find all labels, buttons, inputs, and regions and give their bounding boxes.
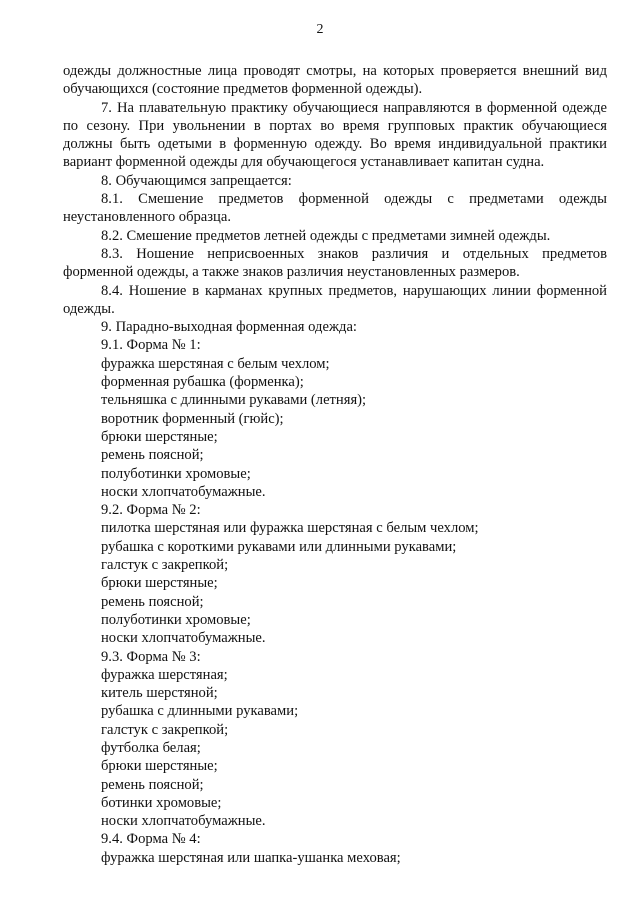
list-item: фуражка шерстяная; xyxy=(101,666,228,683)
list-item: тельняшка с длинными рукавами (летняя); xyxy=(101,392,367,409)
list-item: рубашка с длинными рукавами; xyxy=(101,703,299,720)
list-item: брюки шерстяные; xyxy=(101,428,218,445)
list-item: 9.4. Форма № 4: xyxy=(101,831,201,848)
document-body xyxy=(63,62,607,867)
list-item: полуботинки хромовые; xyxy=(101,465,251,482)
paragraph: 8.3. Ношение неприсвоенных знаков различия и отдельных предметов форменной одежды, а также знаков различия неустановленных размеров. xyxy=(63,245,607,281)
paragraph: 7. На плавательную практику обучающиеся направляются в форменной одежде по сезону. При увольнении в портах во время групповых практик обучающиеся должны быть одетыми в форменную одежду. Во время индивидуальной практики вариант форменной одежды для обучающегося устанавливает капитан судна. xyxy=(63,99,607,171)
list-item: китель шерстяной; xyxy=(101,685,218,702)
paragraph: одежды должностные лица проводят смотры, на которых проверяется внешний вид обучающихся (состояние предметов форменной одежды). xyxy=(63,63,607,98)
list-item: полуботинки хромовые; xyxy=(101,611,251,628)
list-item: рубашка с короткими рукавами или длинными рукавами; xyxy=(101,538,457,555)
list-item: брюки шерстяные; xyxy=(101,575,218,592)
list-item: ремень поясной; xyxy=(101,447,204,464)
list-item: 9. Парадно-выходная форменная одежда: xyxy=(101,319,357,336)
list-item: 9.2. Форма № 2: xyxy=(101,502,201,519)
paragraph: 8.1. Смешение предметов форменной одежды с предметами одежды неустановленного образца. xyxy=(63,191,607,226)
list-item: ботинки хромовые; xyxy=(101,794,222,811)
page-number: 2 xyxy=(316,22,324,37)
list-item: фуражка шерстяная или шапка-ушанка меховая; xyxy=(101,849,401,866)
list-item: фуражка шерстяная с белым чехлом; xyxy=(101,355,330,372)
list-item: галстук с закрепкой; xyxy=(101,557,229,574)
list-item: воротник форменный (гюйс); xyxy=(101,410,284,427)
list-item: ремень поясной; xyxy=(101,776,204,793)
list-item: футболка белая; xyxy=(101,739,201,756)
list-item: пилотка шерстяная или фуражка шерстяная с белым чехлом; xyxy=(101,520,479,537)
list-item: галстук с закрепкой; xyxy=(101,721,229,738)
list-item: носки хлопчатобумажные. xyxy=(101,483,266,500)
list-item: ремень поясной; xyxy=(101,593,204,610)
list-item: форменная рубашка (форменка); xyxy=(101,374,304,391)
paragraph: 8. Обучающимся запрещается: xyxy=(101,172,292,189)
list-item: брюки шерстяные; xyxy=(101,758,218,775)
list-item: носки хлопчатобумажные. xyxy=(101,630,266,647)
paragraph: 8.2. Смешение предметов летней одежды с предметами зимней одежды. xyxy=(101,227,551,244)
list-item: 9.1. Форма № 1: xyxy=(101,337,201,354)
list-item: 9.3. Форма № 3: xyxy=(101,648,201,665)
paragraph: 8.4. Ношение в карманах крупных предметов, нарушающих линии форменной одежды. xyxy=(63,282,607,317)
list-item: носки хлопчатобумажные. xyxy=(101,813,266,830)
